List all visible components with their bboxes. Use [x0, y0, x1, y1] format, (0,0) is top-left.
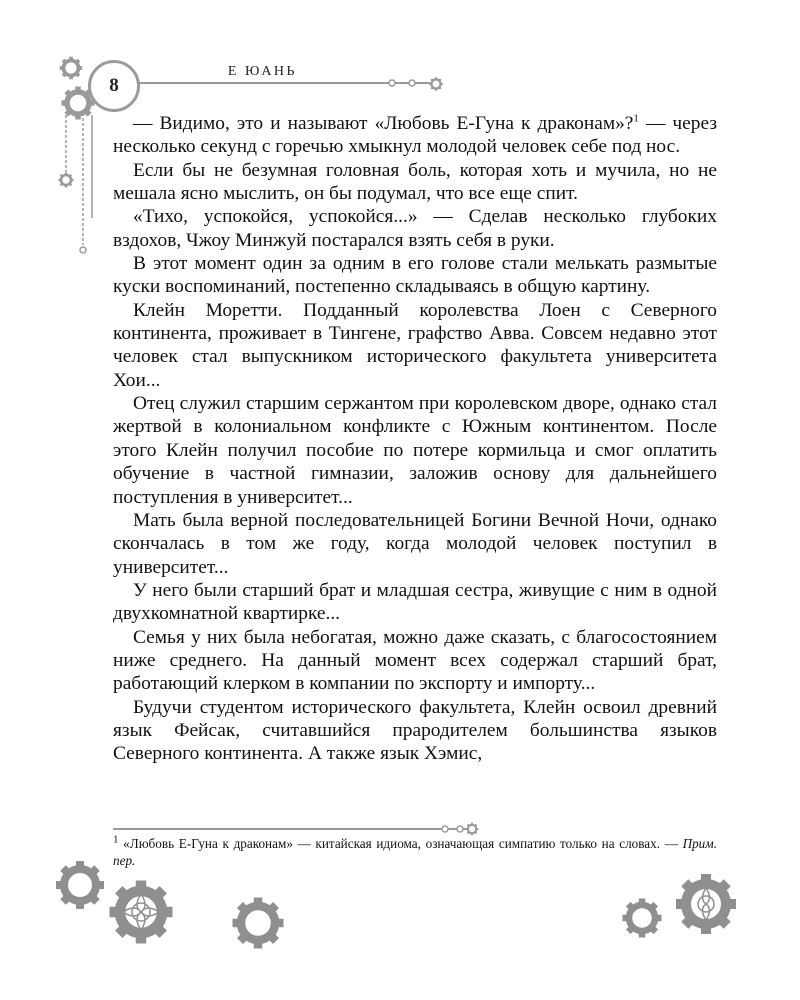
- gear-icon: [676, 874, 736, 934]
- gear-icon: [466, 823, 479, 836]
- paragraph-text: — Видимо, это и называют «Любовь Е-Гуна к драконам»?: [133, 113, 634, 134]
- paragraph-text: — через несколько секунд с горечью хмыкнул молодой человек себе под нос.: [113, 113, 717, 158]
- page-number: 8: [88, 60, 140, 112]
- gear-icon: [233, 898, 284, 949]
- paragraph: Будучи студентом исторического факультета, Клейн освоил древний язык Фейсак, считавшийся прародителем большинства языков Северного континента. А также язык Хэмис,: [113, 696, 717, 765]
- paragraph: Мать была верной последовательницей Богини Вечной Ночи, однако скончалась в том же году, когда молодой человек поступил в университет...: [113, 509, 717, 578]
- flower-ornament-icon: [698, 888, 714, 920]
- paragraph: Семья у них была небогатая, можно даже сказать, с благосостоянием ниже среднего. На данный момент всех содержал старший брат, работающий клерком в компании по экспорту и импорту...: [113, 626, 717, 695]
- gear-icon: [110, 881, 173, 944]
- body-text: [113, 112, 717, 766]
- paragraph: «Тихо, успокойся, успокойся...» — Сделав несколько глубоких вздохов, Чжоу Минжуй постарался взять себя в руки.: [113, 206, 717, 251]
- footnote: [113, 835, 717, 869]
- running-title: Е ЮАНЬ: [227, 64, 298, 79]
- paragraph: В этот момент один за одним в его голове стали мелькать размытые куски воспоминаний, постепенно складываясь в общую картину.: [113, 253, 717, 298]
- gear-icon: [56, 861, 104, 909]
- paragraph: Клейн Моретти. Подданный королевства Лоен с Северного континента, проживает в Тингене, графство Авва. Совсем недавно этот человек стал выпускником исторического факультета университета Хои...: [113, 299, 717, 391]
- paragraph: [113, 112, 717, 159]
- footnote-text: «Любовь Е-Гуна к драконам» — китайская идиома, означающая симпатию только на словах. —: [118, 836, 683, 851]
- paragraph: Если бы не безумная головная боль, которая хоть и мучила, но не мешала ясно мыслить, он бы подумал, что все еще спит.: [113, 159, 717, 205]
- footnote-rule: [113, 823, 478, 836]
- flower-ornament-icon: [123, 894, 159, 930]
- gear-icon: [59, 173, 74, 188]
- paragraph: Отец служил старшим сержантом при королевском дворе, однако стал жертвой в колониальном конфликте с Южным континентом. После этого Клейн получил пособие по потере кормильца и смог оплатить обучение в частной гимназии, заложив основу для дальнейшего поступления в университет...: [113, 393, 717, 508]
- translator-note: Прим. пер.: [113, 836, 717, 868]
- footnote-marker: 1: [113, 833, 119, 846]
- bottom-gears: [56, 861, 736, 949]
- paragraph: У него были старший брат и младшая сестра, живущие с ним в одной двухкомнатной квартирке...: [113, 579, 717, 625]
- footnote-ref: 1: [633, 112, 639, 125]
- gear-icon: [623, 899, 662, 938]
